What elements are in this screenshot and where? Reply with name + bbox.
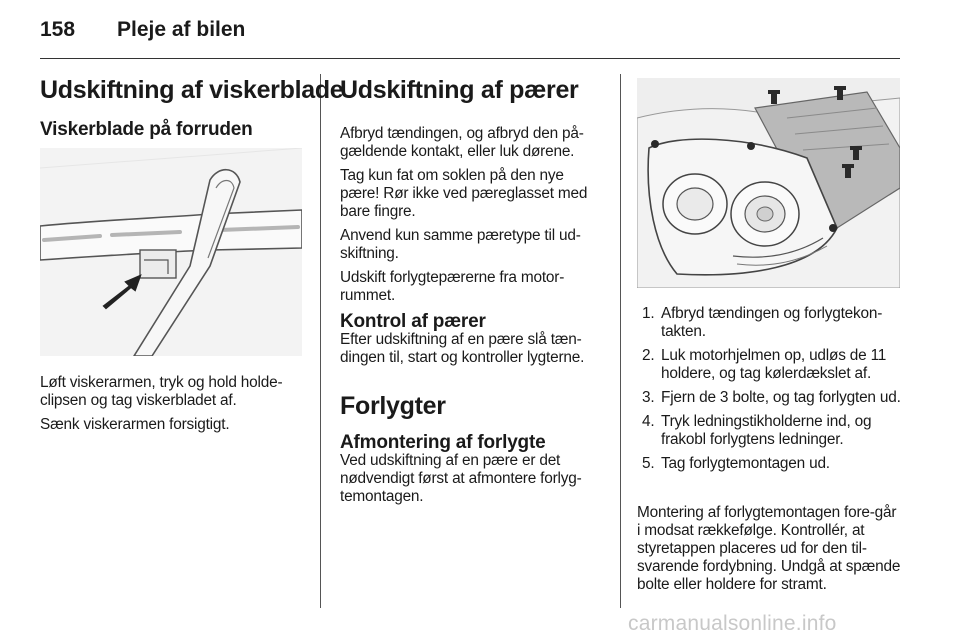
column-divider-right — [620, 74, 621, 608]
headlamp-illustration — [637, 78, 900, 288]
column-divider-left — [320, 74, 321, 608]
bulbs-instructions — [340, 125, 606, 311]
wiper-paragraph: Sænk viskerarmen forsigtigt. — [40, 416, 230, 433]
step-item — [638, 347, 902, 383]
afmontering-text: Ved udskiftning af en pære er det nødvendigt først at afmontere forlyg-temontagen. — [340, 452, 582, 505]
page-number: 158 — [40, 18, 76, 41]
step-text: Luk motorhjelmen op, udløs de 11 holdere, og tag kølerdækslet af. — [661, 347, 887, 382]
kontrol-text: Efter udskiftning af en pære slå tæn-dingen til, start og kontroller lygterne. — [340, 331, 585, 366]
step-text: Tryk ledningstikholderne ind, og frakobl forlygtens ledninger. — [661, 413, 872, 448]
forlygter-heading: Forlygter — [340, 392, 446, 420]
wiper-subheading: Viskerblade på forruden — [40, 119, 253, 140]
watermark: carmanualsonline.info — [628, 612, 837, 635]
bulbs-paragraph: Anvend kun samme pæretype til ud-skiftning. — [340, 227, 581, 262]
bulbs-paragraph: Afbryd tændingen, og afbryd den på-gældende kontakt, eller luk dørene. — [340, 125, 584, 160]
step-text: Fjern de 3 bolte, og tag forlygten ud. — [661, 389, 901, 406]
chapter-title: Pleje af bilen — [117, 18, 246, 41]
step-number: 3. — [642, 389, 655, 406]
step-number: 5. — [642, 455, 655, 472]
kontrol-heading: Kontrol af pærer — [340, 311, 486, 332]
afmontering-heading: Afmontering af forlygte — [340, 432, 546, 453]
step-number: 4. — [642, 413, 655, 430]
step-item — [638, 455, 902, 473]
step-number: 1. — [642, 305, 655, 322]
step-number: 2. — [642, 347, 655, 364]
step-item — [638, 389, 902, 407]
step-text: Tag forlygtemontagen ud. — [661, 455, 830, 472]
bulbs-paragraph: Tag kun fat om soklen på den nye pære! Rør ikke ved pæreglasset med bare fingre. — [340, 167, 588, 220]
step-item — [638, 305, 902, 341]
wiper-instructions — [40, 374, 304, 440]
bulbs-section-heading: Udskiftning af pærer — [340, 76, 579, 104]
removal-steps — [638, 305, 902, 479]
closing-text: Montering af forlygtemontagen fore-går i modsat rækkefølge. Kontrollér, at styretappen placeres ud for den til-svarende fordybning. Undgå at spænde bolte eller holdere for stramt. — [637, 504, 901, 593]
step-item — [638, 413, 902, 449]
header-rule — [40, 58, 900, 59]
bulbs-paragraph: Udskift forlygtepærerne fra motor-rummet. — [340, 269, 565, 304]
step-text: Afbryd tændingen og forlygtekon-takten. — [661, 305, 883, 340]
wiper-paragraph: Løft viskerarmen, tryk og hold holde-clipsen og tag viskerbladet af. — [40, 374, 283, 409]
wiper-blade-illustration — [40, 148, 302, 356]
wiper-section-heading: Udskiftning af viskerblade — [40, 76, 344, 104]
